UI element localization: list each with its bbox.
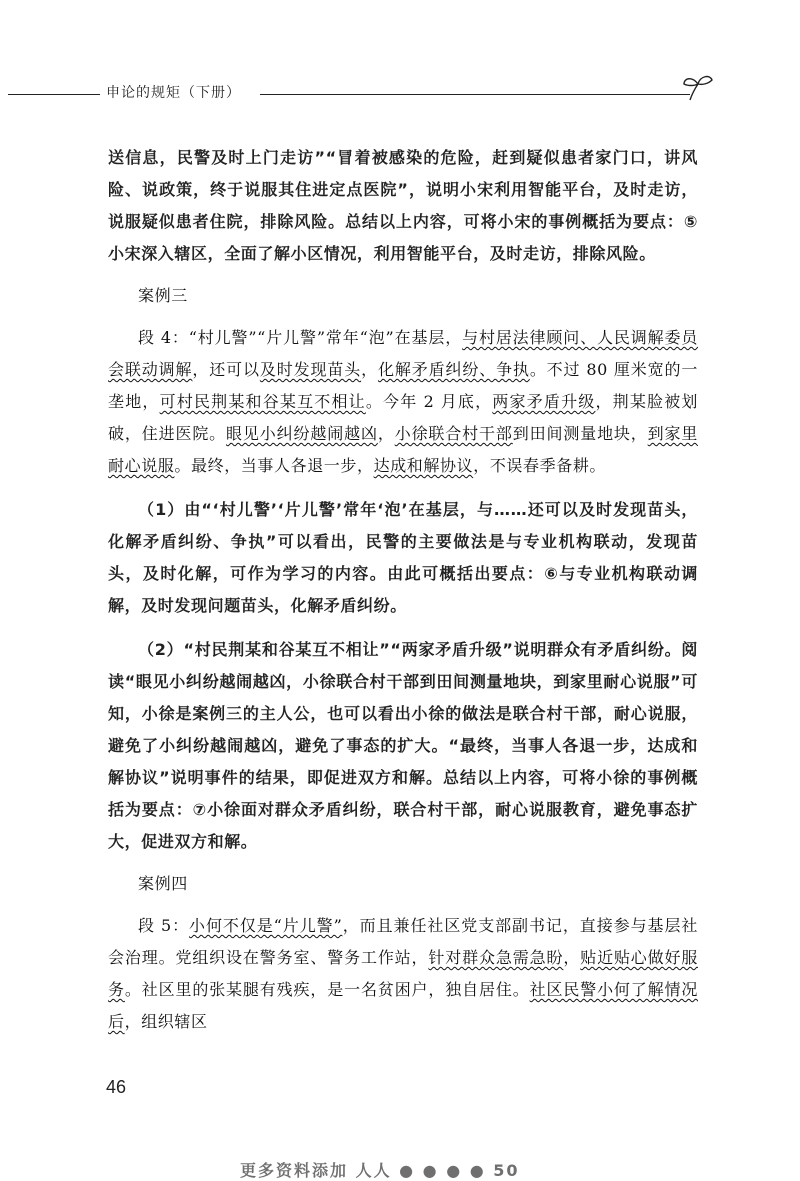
header-title: 申论的规矩（下册） (106, 85, 241, 101)
analysis-one: （1）由“‘村儿警’‘片儿警’常年‘泡’在基层，与……还可以及时发现苗头，化解矛盾纠纷、争执”可以看出，民警的主要做法是与专业机构联动，发现苗头，及时化解，可作为学习的内容。由此可概括出要点：⑥与专业机构联动调解，及时发现问题苗头，化解矛盾纠纷。 (108, 500, 698, 615)
paragraph-duan-5: 段 5：小何不仅是“片儿警”，而且兼任社区党支部副书记，直接参与基层社会治理。党组织设在警务室、警务工作站，针对群众急需急盼，贴近贴心做好服务。社区里的张某腿有残疾，是一名贫困户，独自居住。社区民警小何了解情况后，组织辖区 (108, 916, 699, 1031)
page-body (108, 142, 698, 1038)
paragraph-xiaosong-summary: 送信息，民警及时上门走访”“冒着被感染的危险，赶到疑似患者家门口，讲风险、说政策，终于说服其住进定点医院”，说明小宋利用智能平台，及时走访，说服疑似患者住院，排除风险。总结以上内容，可将小宋的事例概括为要点：⑤小宋深入辖区，全面了解小区情况，利用智能平台，及时走访，排除风险。 (108, 148, 698, 263)
case-four-label: 案例四 (138, 874, 188, 893)
header-rule-right (260, 94, 690, 95)
header-rule-left (8, 94, 100, 95)
paragraph-duan-4: 段 4：“村儿警”“片儿警”常年“泡”在基层，与村居法律顾问、人民调解委员会联动调解，还可以及时发现苗头，化解矛盾纠纷、争执。不过 80 厘米宽的一垄地，可村民荆某和谷某互不相让。今年 2 月底，两家矛盾升级，荆某脸被划破，住进医院。眼见小纠纷越闹越凶，小徐联合村干部到田间测量地块，到家里耐心说服。最终，当事人各退一步，达成和解协议，不误春季备耕。 (108, 328, 698, 475)
footer-watermark: 更多资料添加 人人 ● ● ● ● 50 (240, 1161, 520, 1180)
analysis-two: （2）“村民荆某和谷某互不相让”“两家矛盾升级”说明群众有矛盾纠纷。阅读“眼见小纠纷越闹越凶，小徐联合村干部到田间测量地块，到家里耐心说服”可知，小徐是案例三的主人公，也可以看出小徐的做法是联合村干部，耐心说服，避免了小纠纷越闹越凶，避免了事态的扩大。“最终，当事人各退一步，达成和解协议”说明事件的结果，即促进双方和解。总结以上内容，可将小徐的事例概括为要点：⑦小徐面对群众矛盾纠纷，联合村干部，耐心说服教育，避免事态扩大，促进双方和解。 (108, 640, 698, 851)
running-header (0, 72, 800, 112)
sprout-icon (676, 72, 716, 102)
page-number: 46 (106, 1077, 127, 1097)
case-three-label: 案例三 (138, 286, 188, 305)
